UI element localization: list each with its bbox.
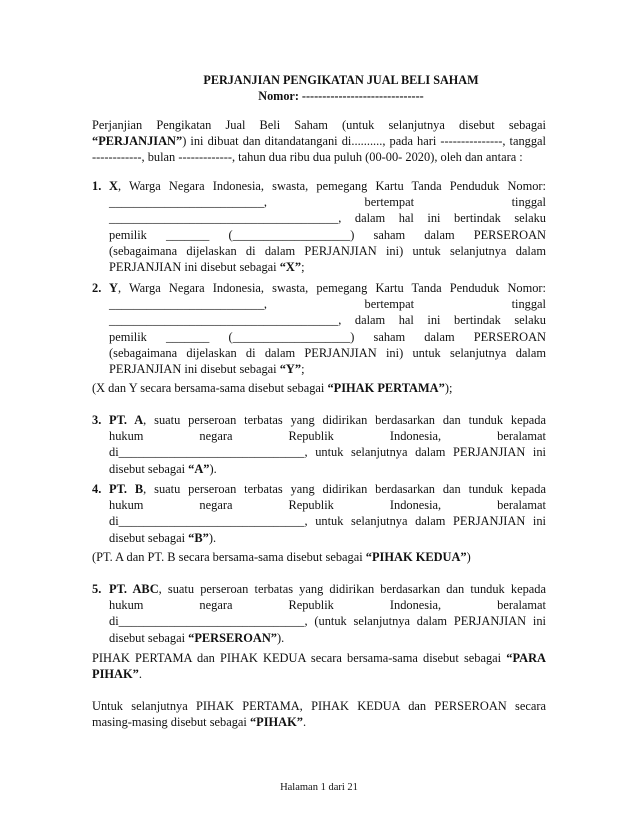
pihak-line: masing-masing disebut sebagai “PIHAK”. [92,715,307,730]
item-line: disebut sebagai “PERSEROAN”). [109,630,285,645]
item-number: 1. [92,179,102,193]
item-body [109,581,546,646]
item-line: disebut sebagai “B”). [109,530,217,545]
page-footer: Halaman 1 dari 21 [280,782,358,793]
item-line: di______________________________, untuk selanjutnya dalam PERJANJIAN ini [109,514,546,529]
item-body [109,178,546,275]
pihak-definition [92,698,546,730]
document-number: Nomor: ------------------------------ [258,89,424,103]
intro-line: Perjanjian Pengikatan Jual Beli Saham (untuk selanjutnya disebut sebagai [92,118,546,132]
item-line: _____________________________________, dalam hal ini bertindak selaku [109,313,546,328]
item-line: hukum negara Republik Indonesia, beralamat [109,429,546,444]
item-line: pemilik _______ (___________________) saham dalam PERSEROAN [109,227,546,242]
item-line: hukum negara Republik Indonesia, beralamat [109,498,546,513]
item-line: PT. A, suatu perseroan terbatas yang didirikan berdasarkan dan tunduk kepada [109,413,547,427]
item-number: 2. [92,281,102,295]
item-line: hukum negara Republik Indonesia, beralamat [109,598,546,613]
item-line: (sebagaimana dijelaskan di dalam PERJANJIAN ini) untuk selanjutnya dalam [109,345,546,360]
item-line: di______________________________, (untuk selanjutnya dalam PERJANJIAN ini [109,614,546,629]
item-line: _________________________, bertempat tinggal [109,195,546,210]
intro-line: ------------, bulan -------------, tahun dua ribu dua puluh (00-00- 2020), oleh dan antara : [92,150,523,165]
item-line: PT. ABC, suatu perseroan terbatas yang didirikan berdasarkan dan tunduk kepada [109,582,546,596]
item-line: (sebagaimana dijelaskan di dalam PERJANJIAN ini) untuk selanjutnya dalam [109,243,546,258]
pihak-pertama-definition: (X dan Y secara bersama-sama disebut sebagai “PIHAK PERTAMA”); [92,381,453,395]
item-body [109,280,546,377]
item-line: X, Warga Negara Indonesia, swasta, pemegang Kartu Tanda Penduduk Nomor: [109,179,546,193]
item-line: _________________________, bertempat tinggal [109,297,546,312]
item-line: PT. B, suatu perseroan terbatas yang didirikan berdasarkan dan tunduk kepada [109,482,547,496]
item-number: 5. [92,582,102,596]
item-line: PERJANJIAN ini disebut sebagai “Y”; [109,362,305,377]
item-body [109,481,546,546]
para-pihak-line: PIHAK PERTAMA dan PIHAK KEDUA secara bersama-sama disebut sebagai “PARA [92,651,546,665]
item-body [109,412,546,477]
item-line: pemilik _______ (___________________) saham dalam PERSEROAN [109,329,546,344]
item-number: 3. [92,413,102,427]
intro-line: “PERJANJIAN”) ini dibuat dan ditandatangani di.........., pada hari ---------------, tanggal [92,134,546,149]
pihak-line: Untuk selanjutnya PIHAK PERTAMA, PIHAK KEDUA dan PERSEROAN secara [92,699,546,713]
para-pihak-line: PIHAK”. [92,667,142,682]
item-line: disebut sebagai “A”). [109,461,217,476]
item-line: PERJANJIAN ini disebut sebagai “X”; [109,260,305,275]
item-line: _____________________________________, dalam hal ini bertindak selaku [109,211,546,226]
item-line: Y, Warga Negara Indonesia, swasta, pemegang Kartu Tanda Penduduk Nomor: [109,281,546,295]
item-number: 4. [92,482,102,496]
document-title: PERJANJIAN PENGIKATAN JUAL BELI SAHAM [203,73,479,87]
para-pihak-definition [92,650,546,682]
pihak-kedua-definition: (PT. A dan PT. B secara bersama-sama disebut sebagai “PIHAK KEDUA”) [92,550,471,564]
intro-paragraph [92,117,546,166]
item-line: di______________________________, untuk selanjutnya dalam PERJANJIAN ini [109,445,546,460]
